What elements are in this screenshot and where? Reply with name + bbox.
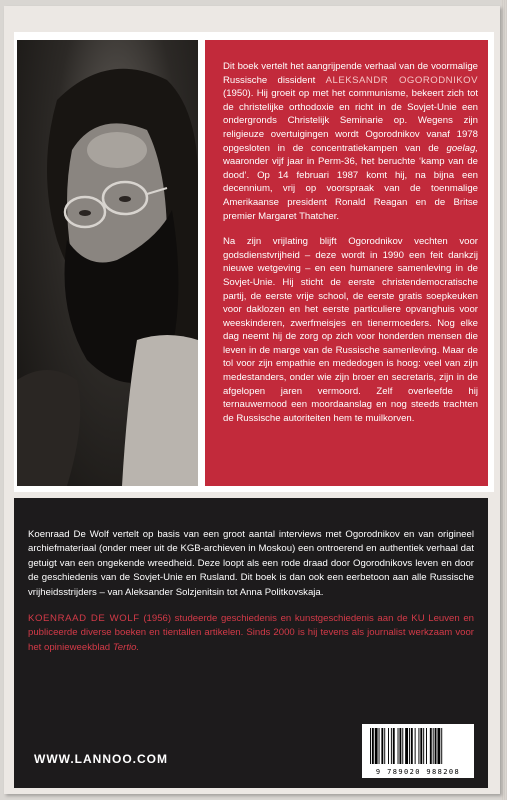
barcode-bars [368,728,468,764]
author-name: KOENRAAD DE WOLF [28,613,140,625]
synopsis-panel [205,40,488,486]
synopsis-paragraph-2: Na zijn vrijlating blijft Ogorodnikov vechten voor godsdienstvrijheid – deze wordt in 1990 een feit dankzij nieuwe wetgeving – en een humanere samenleving in de Sovjet-Unie. Hij sticht de eerste christendemocratische partij, de eerste vrije school, de eerste gratis soepkeuken voor daklozen en het eerste particuliere opvanghuis voor weeskinderen, zwerfmeisjes en tienermoeders. Nog elke dag neemt hij de zorg op zich voor honderden mensen die leven in de marge van de Russische samenleving. Maar de tol voor zijn empathie en mededogen is hoog: veel van zijn medestanders, onder wie zijn broer en secretaris, zijn in de afgelopen jaren vermoord. Zelf overleefde hij ternauwernood een moordaanslag en nog steeds trachten de Russische autoriteiten hem te muilkorven. [223,236,478,424]
subject-name: ALEKSANDR OGORODNIKOV [325,74,479,86]
synopsis-paragraph-1 [223,60,478,223]
author-bio-text: (1956) studeerde geschiedenis en kunstgeschiedenis aan de KU Leuven en publiceerde diverse boeken en tientallen artikelen. Sinds 2000 is hij tevens als journalist werkzaam voor het opinieweekblad [28,613,474,653]
publisher-website: WWW.LANNOO.COM [34,752,168,766]
synopsis-text: waaronder vijf jaar in Perm-36, het beruchte ‘kamp van de dood’. Op 14 februari 1987 komt hij, na bijna een decennium, vrij op voorspraak van de toenmalige Amerikaanse president Ronald Reagan en de Britse premier Margaret Thatcher. [223,156,478,222]
author-portrait-photo [17,40,198,486]
synopsis-text: (1950). Hij groeit op met het communisme, bekeert zich tot de christelijke orthodoxie en richt in de Sovjet-Unie een ondergronds Christelijk Seminarie op. Wegens zijn religieuze overtuigingen wordt Ogorodnikov vanaf 1978 opgesloten in de concentratiekampen van de [223,88,478,154]
tertio-title: Tertio. [112,641,140,653]
synopsis-text: Dit boek vertelt het aangrijpende verhaal van de voormalige Russische dissident [223,61,478,86]
page-edges [501,0,507,800]
isbn-barcode [362,724,474,778]
upper-frame [14,32,494,492]
about-book-paragraph: Koenraad De Wolf vertelt op basis van een groot aantal interviews met Ogorodnikov en van origineel archiefmateriaal (onder meer uit de KGB-archieven in Moskou) een ontroerend en authentiek verhaal dat getuigt van een ongekende wreedheid. Deze loopt als een rode draad door Ogorodnikovs leven en door de geschiedenis van de Sovjet-Unie en Rusland. Dit boek is dan ook een eerbetoon aan alle Russische vrijheidsstrijders – van Aleksander Solzjenitsin tot Anna Politkovskaja. [28,529,474,598]
book-back-cover [4,6,500,794]
goelag-term: goelag, [446,142,478,154]
isbn-digits: 9 789020 988208 [375,768,461,776]
portrait-illustration [17,40,198,486]
lower-panel [14,498,488,788]
author-bio [28,612,474,655]
